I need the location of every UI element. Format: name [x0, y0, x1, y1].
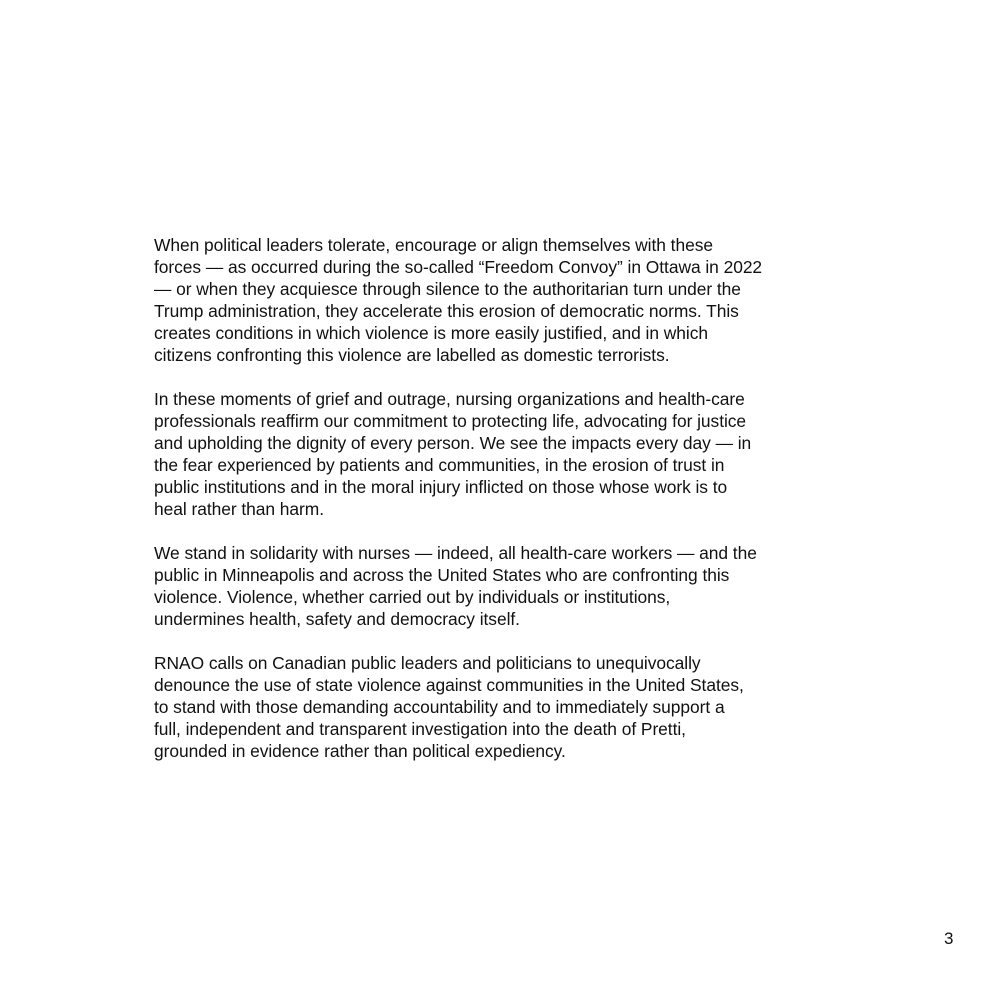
- text-line: the fear experienced by patients and communities, in the erosion of trust in: [154, 455, 725, 475]
- paragraph-political-leaders: [154, 234, 854, 366]
- text-line: We stand in solidarity with nurses — indeed, all health-care workers — and the: [154, 543, 757, 563]
- paragraph-rnao-call: [154, 652, 854, 762]
- paragraph-solidarity: [154, 542, 854, 630]
- text-line: creates conditions in which violence is more easily justified, and in which: [154, 323, 708, 343]
- text-line: violence. Violence, whether carried out by individuals or institutions,: [154, 587, 671, 607]
- text-line: professionals reaffirm our commitment to protecting life, advocating for justice: [154, 411, 747, 431]
- text-line: to stand with those demanding accountability and to immediately support a: [154, 697, 725, 717]
- text-line: grounded in evidence rather than political expediency.: [154, 741, 566, 761]
- text-line: — or when they acquiesce through silence to the authoritarian turn under the: [154, 279, 741, 299]
- text-line: full, independent and transparent investigation into the death of Pretti,: [154, 719, 686, 739]
- text-line: forces — as occurred during the so-called “Freedom Convoy” in Ottawa in 2022: [154, 257, 763, 277]
- page-number: 3: [944, 929, 954, 948]
- text-line: citizens confronting this violence are labelled as domestic terrorists.: [154, 345, 670, 365]
- text-line: When political leaders tolerate, encourage or align themselves with these: [154, 235, 713, 255]
- text-line: public institutions and in the moral injury inflicted on those whose work is to: [154, 477, 728, 497]
- text-line: heal rather than harm.: [154, 499, 325, 519]
- text-line: public in Minneapolis and across the United States who are confronting this: [154, 565, 730, 585]
- text-line: and upholding the dignity of every person. We see the impacts every day — in: [154, 433, 752, 453]
- text-line: Trump administration, they accelerate this erosion of democratic norms. This: [154, 301, 739, 321]
- text-line: RNAO calls on Canadian public leaders and politicians to unequivocally: [154, 653, 701, 673]
- paragraph-nursing-commitment: [154, 388, 854, 520]
- text-line: In these moments of grief and outrage, nursing organizations and health-care: [154, 389, 745, 409]
- document-body: [154, 234, 854, 784]
- text-line: denounce the use of state violence against communities in the United States,: [154, 675, 744, 695]
- text-line: undermines health, safety and democracy itself.: [154, 609, 520, 629]
